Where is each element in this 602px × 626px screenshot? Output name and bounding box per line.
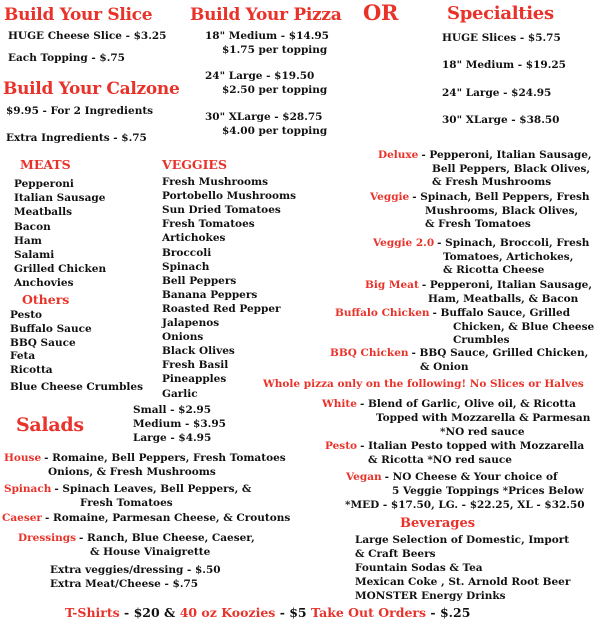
menu-entry [4,483,251,496]
pizza-topping-price: $2.50 per topping [222,84,328,96]
entry-description: Bell Peppers, Black Olives, [432,162,591,175]
list-item: Large Selection of Domestic, Import [355,534,570,546]
entry-name: Dressings [18,532,77,544]
entry-name: Buffalo Chicken [335,307,430,319]
menu-entry [373,237,589,250]
entry-name: Pesto [325,440,358,452]
build-calzone-title: Build Your Calzone [3,79,180,99]
list-item: Pineapples [162,373,227,386]
entry-description: *MED - $17.50, LG. - $22.25, XL - $32.50 [345,499,585,511]
slice-topping: Each Topping - $.75 [8,52,125,64]
entry-description: Fresh Tomatoes [80,497,173,509]
entry-description: Chicken, & Blue Cheese [453,320,595,333]
list-item: Ricotta [10,364,53,377]
veggies-title: VEGGIES [162,157,227,172]
menu-entry [330,347,588,360]
list-item: Fresh Tomatoes [162,218,255,231]
list-item: Anchovies [14,277,74,290]
list-item: Ham [14,234,42,247]
build-slice-title: Build Your Slice [4,5,153,25]
pizza-topping-price: $4.00 per topping [222,125,328,137]
list-item: Artichokes [162,232,226,245]
list-item: Grilled Chicken [14,263,107,276]
pizza-topping-price: $1.75 per topping [222,44,328,56]
list-item: Sun Dried Tomatoes [162,204,281,217]
koozies-label: 40 oz Koozies [179,605,276,620]
list-item: Garlic [162,387,198,400]
specialties-title: Specialties [447,3,554,24]
specialty-size: HUGE Slices - $5.75 [442,32,561,44]
menu-entry [325,440,584,453]
entry-description: - Ranch, Blue Cheese, Caeser, [79,532,255,544]
entry-description: & House Vinaigrette [90,546,211,558]
list-item: Fresh Mushrooms [162,176,269,188]
tshirts-price: - $20 & [124,605,176,620]
list-item: & Craft Beers [355,548,436,560]
meats-title: MEATS [20,157,71,172]
list-item: Pepperoni [14,178,74,190]
entry-name: White [322,398,357,410]
salad-extra: Extra Meat/Cheese - $.75 [50,578,199,590]
list-item: Salami [14,249,55,261]
entry-name: Veggie [370,191,410,203]
entry-description: Topped with Mozzarella & Parmesan [376,412,591,424]
entry-description: - Pepperoni, Italian Sausage, [421,149,592,161]
others-title: Others [22,292,70,307]
calzone-base: $9.95 - For 2 Ingredients [6,105,154,117]
entry-description: - Buffalo Sauce, Grilled [432,307,571,319]
whole-pizza-notice: Whole pizza only on the following! No Slices or Halves [263,378,584,390]
list-item: Bell Peppers [162,274,237,287]
entry-name: Caeser [2,512,42,524]
entry-description: 5 Veggie Toppings *Prices Below [392,485,584,497]
footer-line [65,606,470,619]
entry-description: Ham, Meatballs, & Bacon [428,292,579,305]
entry-description: & Ricotta *NO red sauce [368,454,512,466]
entry-description: - Romaine, Parmesan Cheese, & Croutons [44,512,291,524]
list-item: Buffalo Sauce [10,322,92,335]
tshirts-label: T-Shirts [65,605,120,620]
menu-entry [370,191,590,204]
menu-entry [335,307,570,320]
list-item: Broccoli [162,246,212,259]
list-item: Roasted Red Pepper [162,302,281,315]
list-item: BBQ Sauce [10,336,76,349]
entry-description: - BBQ Sauce, Grilled Chicken, [411,347,589,359]
entry-description: - Spinach Leaves, Bell Peppers, & [54,483,252,495]
salad-size: Medium - $3.95 [133,418,226,430]
others-extra: Blue Cheese Crumbles [10,381,143,393]
entry-description: - Blend of Garlic, Olive oil, & Ricotta [359,398,576,410]
build-pizza-title: Build Your Pizza [190,5,342,25]
entry-name: Spinach [4,483,52,495]
entry-name: BBQ Chicken [330,347,409,359]
list-item: Onions [162,331,204,344]
pizza-size: 24" Large - $19.50 [205,70,315,82]
list-item: Fountain Sodas & Tea [355,562,483,574]
entry-name: House [4,452,42,464]
calzone-extra: Extra Ingredients - $.75 [6,132,147,144]
entry-description: Tomatoes, Artichokes, [443,250,574,263]
list-item: Spinach [162,260,210,273]
pizza-size: 18" Medium - $14.95 [205,30,329,42]
list-item: Portobello Mushrooms [162,190,297,203]
salads-title: Salads [16,414,84,436]
takeout-label: Take Out Orders [310,605,427,620]
entry-name: Deluxe [378,149,419,161]
menu-entry [346,471,557,484]
specialty-size: 30" XLarge - $38.50 [442,114,560,126]
entry-description: Mushrooms, Black Olives, [425,204,579,217]
pizza-size: 30" XLarge - $28.75 [205,111,323,123]
list-item: Mexican Coke , St. Arnold Root Beer [355,576,571,588]
entry-description: - NO Cheese & Your choice of [384,471,558,483]
entry-description: & Onion [420,360,469,373]
list-item: Bacon [14,220,51,233]
salad-size: Small - $2.95 [133,404,212,416]
menu-entry [2,512,290,525]
list-item: Meatballs [14,206,72,219]
or-label: OR [363,0,399,25]
entry-description: & Fresh Mushrooms [432,176,552,188]
list-item: Pesto [10,309,43,321]
entry-description: - Spinach, Bell Peppers, Fresh [412,191,590,203]
beverages-title: Beverages [400,516,476,531]
entry-description: *NO red sauce [440,426,525,438]
takeout-price: - $.25 [430,605,471,620]
menu-entry [378,149,592,162]
koozies-price: - $5 [279,605,307,620]
slice-huge: HUGE Cheese Slice - $3.25 [8,30,167,42]
menu-entry [18,532,255,545]
entry-description: & Ricotta Cheese [443,264,545,276]
entry-description: - Romaine, Bell Peppers, Fresh Tomatoes [44,452,286,464]
list-item: Black Olives [162,345,235,358]
list-item: Banana Peppers [162,288,258,301]
list-item: MONSTER Energy Drinks [355,590,506,602]
entry-name: Vegan [346,471,382,483]
menu-entry [322,398,576,411]
salad-size: Large - $4.95 [133,432,212,444]
entry-description: & Fresh Tomatoes [425,218,531,230]
entry-description: - Pepperoni, Italian Sausage, [421,279,593,291]
list-item: Fresh Basil [162,359,229,372]
specialty-size: 18" Medium - $19.25 [442,59,566,71]
list-item: Feta [10,350,36,363]
entry-name: Veggie 2.0 [373,237,435,249]
entry-description: Crumbles [453,334,510,346]
menu-entry [365,279,592,292]
specialty-size: 24" Large - $24.95 [442,87,552,99]
menu-entry [4,452,286,465]
entry-description: - Italian Pesto topped with Mozzarella [360,440,585,452]
entry-description: Onions, & Fresh Mushrooms [48,466,216,478]
entry-description: - Spinach, Broccoli, Fresh [437,237,590,249]
salad-extra: Extra veggies/dressing - $.50 [50,564,221,576]
list-item: Jalapenos [162,317,220,329]
entry-name: Big Meat [365,279,419,291]
list-item: Italian Sausage [14,192,106,205]
